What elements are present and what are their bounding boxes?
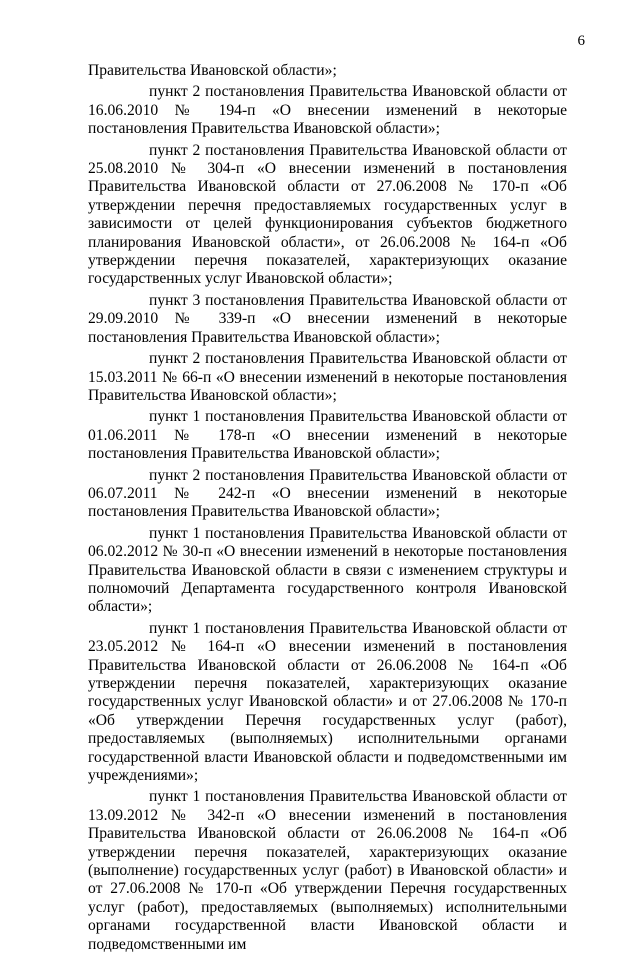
paragraph: пункт 3 постановления Правительства Ивановской области от 29.09.2010 № 339-п «О внесении изменений в некоторые постановления Правительства Ивановской области»; xyxy=(88,291,567,346)
paragraph: пункт 2 постановления Правительства Ивановской области от 25.08.2010 № 304-п «О внесении изменений в постановления Правительства Ивановской области от 27.06.2008 № 170-п «Об утверждении перечня предоставляемых государственных услуг в зависимости от целей функционирования субъектов бюджетного планирования Ивановской области», от 26.06.2008 № 164-п «Об утверждении перечня показателей, характеризующих оказание государственных услуг Ивановской области»; xyxy=(88,141,567,288)
paragraph: пункт 1 постановления Правительства Ивановской области от 13.09.2012 № 342-п «О внесении изменений в постановления Правительства Ивановской области от 26.06.2008 № 164-п «Об утверждении перечня показателей, характеризующих оказание (выполнение) государственных услуг (работ) в Ивановской области» и от 27.06.2008 № 170-п «Об утверждении Перечня государственных услуг (работ), предоставляемых (выполняемых) исполнительными органами государственной власти Ивановской области и подведомственными им xyxy=(88,788,567,953)
document-body xyxy=(88,62,567,957)
paragraph: пункт 1 постановления Правительства Ивановской области от 06.02.2012 № 30-п «О внесении изменений в некоторые постановления Правительства Ивановской области в связи с изменением структуры и полномочий Департамента государственного контроля Ивановской области»; xyxy=(88,524,567,616)
paragraph: пункт 1 постановления Правительства Ивановской области от 23.05.2012 № 164-п «О внесении изменений в постановления Правительства Ивановской области от 26.06.2008 № 164-п «Об утверждении перечня показателей, характеризующих оказание государственных услуг Ивановской области» и от 27.06.2008 № 170-п «Об утверждении Перечня государственных услуг (работ), предоставляемых (выполняемых) исполнительными органами государственной власти Ивановской области и подведомственными им учреждениями»; xyxy=(88,619,567,785)
paragraph: пункт 1 постановления Правительства Ивановской области от 01.06.2011 № 178-п «О внесении изменений в некоторые постановления Правительства Ивановской области»; xyxy=(88,408,567,463)
paragraph: пункт 2 постановления Правительства Ивановской области от 16.06.2010 № 194-п «О внесении изменений в некоторые постановления Правительства Ивановской области»; xyxy=(88,83,567,138)
page-number: 6 xyxy=(577,33,585,49)
paragraph: пункт 2 постановления Правительства Ивановской области от 06.07.2011 № 242-п «О внесении изменений в некоторые постановления Правительства Ивановской области»; xyxy=(88,466,567,521)
paragraph: пункт 2 постановления Правительства Ивановской области от 15.03.2011 № 66-п «О внесении изменений в некоторые постановления Правительства Ивановской области»; xyxy=(88,350,567,404)
paragraph: Правительства Ивановской области»; xyxy=(88,62,337,79)
